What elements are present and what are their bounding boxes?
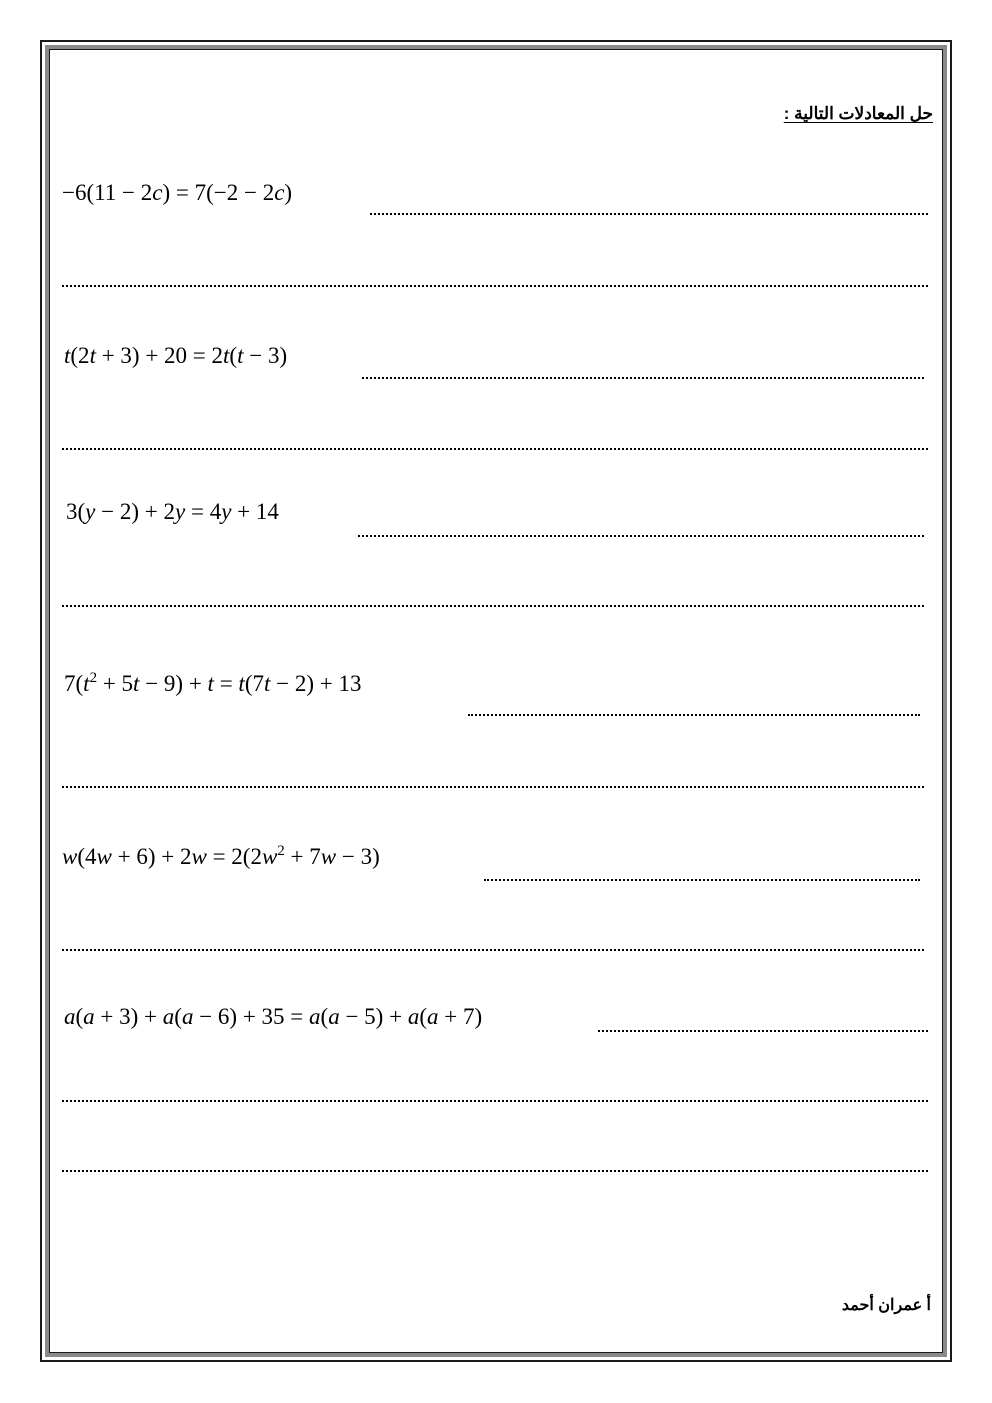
answer-line-4a	[468, 714, 920, 716]
answer-line-6c	[62, 1170, 928, 1172]
equation-6: a(a + 3) + a(a − 6) + 35 = a(a − 5) + a(a + 7)	[64, 1004, 483, 1029]
answer-line-1a	[370, 213, 928, 215]
equation-5: $w(4w + 6) + 2w = 2(2w^2 + 7w - 3)$	[62, 843, 380, 869]
answer-line-4b	[62, 786, 924, 788]
equation-3: 3(y − 2) + 2y = 4y + 14	[66, 499, 279, 524]
author-signature: أ عمران أحمد	[841, 1297, 931, 1314]
equation-1: −6(11 − 2c) = 7(−2 − 2c)	[62, 180, 293, 205]
page-border-inner	[49, 49, 943, 1353]
answer-line-6a	[598, 1030, 928, 1032]
answer-line-1b	[62, 285, 928, 287]
equation-4: $7(t^2 + 5t - 9) + t = t(7t - 2) + 13$	[64, 670, 362, 696]
answer-line-3b	[62, 605, 924, 607]
answer-line-3a	[358, 535, 924, 537]
answer-line-2a	[362, 377, 924, 379]
answer-line-6b	[62, 1100, 928, 1102]
worksheet-title: حل المعادلات التالية :	[783, 104, 933, 123]
answer-line-5a	[484, 879, 920, 881]
answer-line-2b	[62, 448, 928, 450]
equation-2: t(2t + 3) + 20 = 2t(t − 3)	[64, 343, 288, 368]
answer-line-5b	[62, 949, 924, 951]
